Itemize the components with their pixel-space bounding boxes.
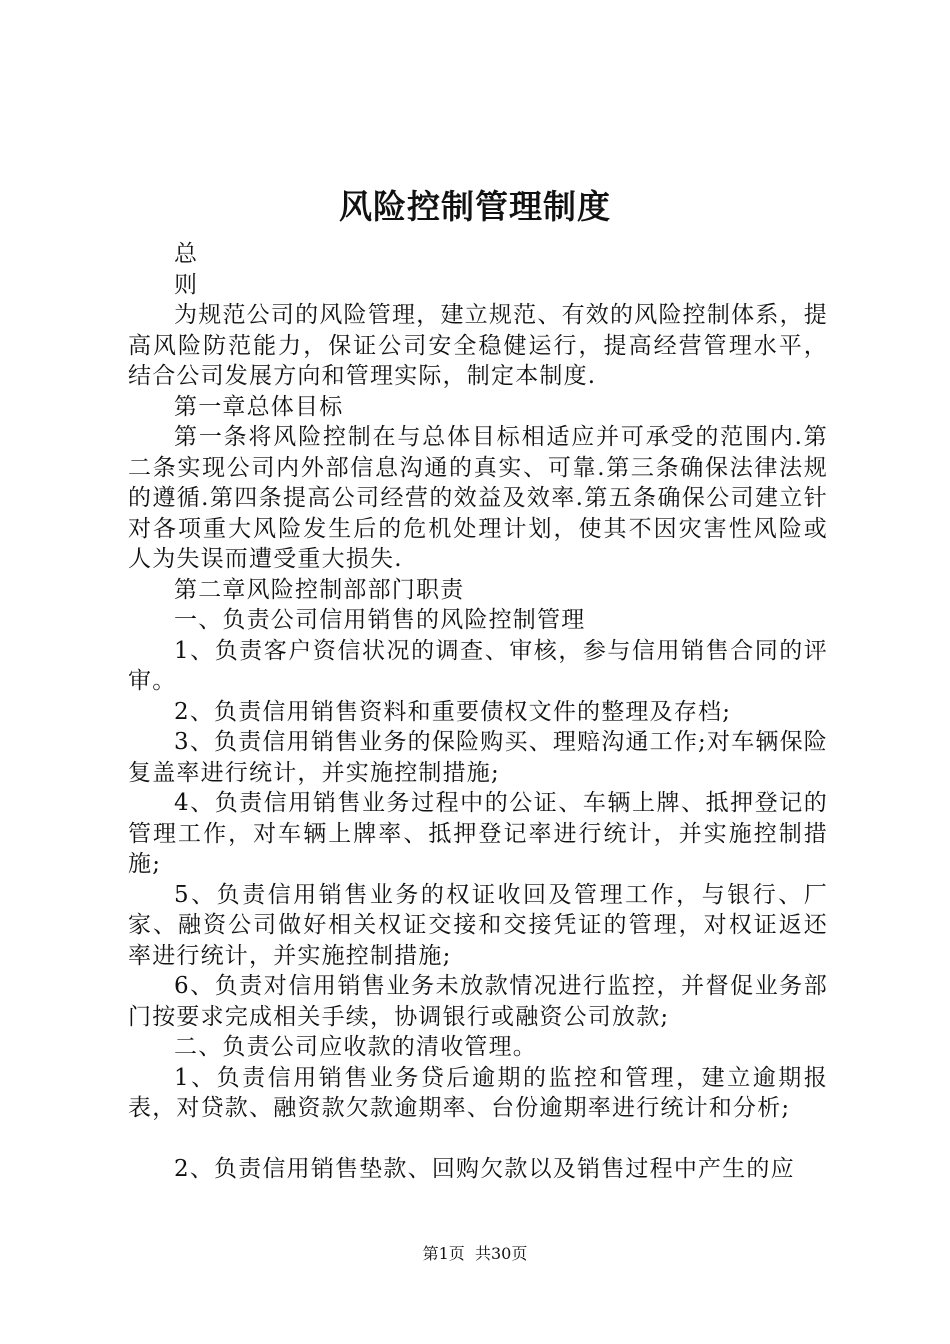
duty-item-1-5: 5、负责信用销售业务的权证收回及管理工作，与银行、厂家、融资公司做好相关权证交接和交接凭证的管理，对权证返还率进行统计，并实施控制措施; [128,881,828,969]
section-heading-part-2: 则 [174,271,199,298]
footer-separator [465,1244,475,1263]
duty-item-2-1: 1、负责信用销售业务贷后逾期的监控和管理，建立逾期报表，对贷款、融资款欠款逾期率、台份逾期率进行统计和分析; [128,1064,828,1121]
document-body [128,239,828,1184]
duty-item-1-6: 6、负责对信用销售业务未放款情况进行监控，并督促业务部门按要求完成相关手续，协调银行或融资公司放款; [128,973,828,1030]
section-heading-part-1: 总 [174,241,199,267]
duty-item-1-2: 2、负责信用销售资料和重要债权文件的整理及存档; [174,698,732,725]
duty-item-1-3: 3、负责信用销售业务的保险购买、理赔沟通工作;对车辆保险复盖率进行统计，并实施控制措施; [128,729,828,786]
preamble-paragraph: 为规范公司的风险管理，建立规范、有效的风险控制体系，提高风险防范能力，保证公司安全稳健运行，提高经营管理水平，结合公司发展方向和管理实际，制定本制度. [128,302,828,389]
document-title: 风险控制管理制度 [339,187,611,226]
page-total: 共30页 [474,1244,528,1263]
chapter-1-heading: 第一章总体目标 [174,393,344,420]
page-number: 第1页 [422,1244,465,1263]
chapter-2-heading: 第二章风险控制部部门职责 [174,576,465,603]
chapter-1-articles: 第一条将风险控制在与总体目标相适应并可承受的范围内.第二条实现公司内外部信息沟通的真实、可靠.第三条确保法律法规的遵循.第四条提高公司经营的效益及效率.第五条确保公司建立针对各项重大风险发生后的危机处理计划，使其不因灾害性风险或人为失误而遭受重大损失. [128,424,828,572]
duty-item-1-1: 1、负责客户资信状况的调查、审核，参与信用销售合同的评审。 [128,637,828,694]
duty-item-1-4: 4、负责信用销售业务过程中的公证、车辆上牌、抵押登记的管理工作，对车辆上牌率、抵押登记率进行统计，并实施控制措施; [128,790,828,877]
duty-section-1-heading: 一、负责公司信用销售的风险控制管理 [174,607,586,633]
duty-section-2-heading: 二、负责公司应收款的清收管理。 [174,1034,537,1060]
page-footer [0,1242,950,1266]
duty-item-2-2: 2、负责信用销售垫款、回购欠款以及销售过程中产生的应 [174,1155,795,1182]
